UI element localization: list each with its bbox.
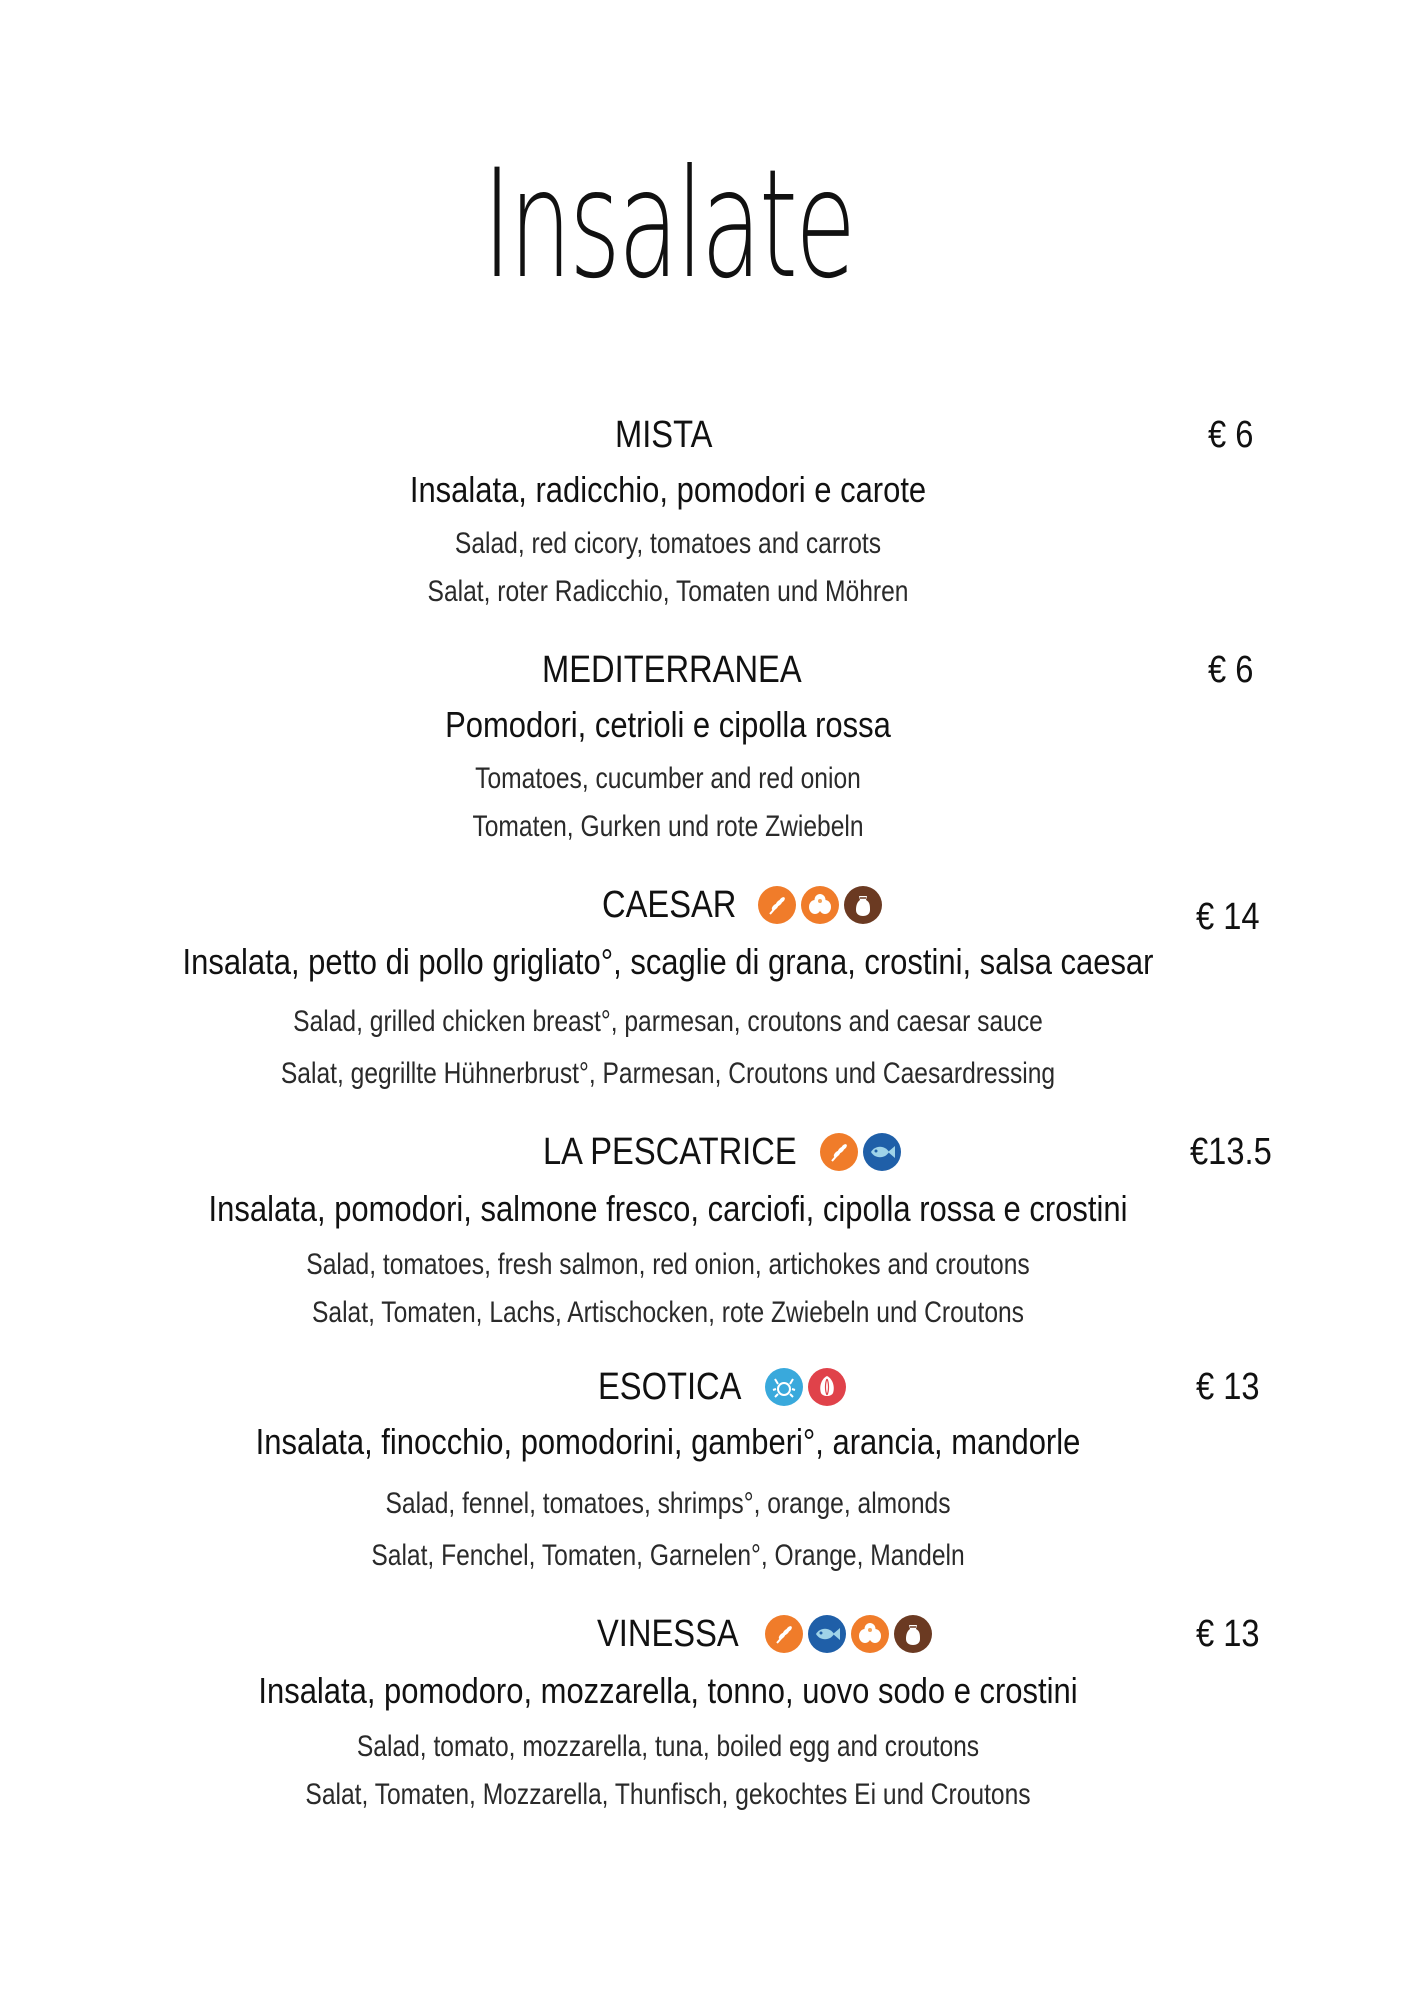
allergen-icons (765, 1615, 932, 1655)
dish-price: € 6 (1208, 649, 1254, 691)
dish-description-it: Insalata, petto di pollo grigliato°, scaglie di grana, crostini, salsa caesar (182, 941, 1154, 982)
eggs-icon (801, 886, 839, 924)
gluten-icon (765, 1615, 803, 1653)
dish-name: MISTA (615, 414, 713, 456)
dish-name: CAESAR (602, 884, 737, 926)
dish-price: €13.5 (1190, 1131, 1272, 1173)
gluten-icon (758, 886, 796, 924)
dish-name: ESOTICA (598, 1366, 742, 1408)
allergen-icons (758, 886, 882, 926)
dish-description-de: Salat, Fenchel, Tomaten, Garnelen°, Orange, Mandeln (371, 1539, 965, 1572)
allergen-icons (765, 1368, 846, 1408)
dish-name: VINESSA (597, 1613, 739, 1655)
dish-description-en: Salad, tomatoes, fresh salmon, red onion, artichokes and croutons (306, 1248, 1030, 1281)
dish-name: MEDITERRANEA (542, 649, 802, 691)
dish-price: € 13 (1196, 1366, 1260, 1408)
dish-description-de: Salat, gegrillte Hühnerbrust°, Parmesan, Croutons und Caesardressing (280, 1057, 1056, 1090)
dish-description-it: Pomodori, cetrioli e cipolla rossa (445, 704, 891, 745)
dish-description-it: Insalata, pomodori, salmone fresco, carciofi, cipolla rossa e crostini (208, 1188, 1128, 1229)
dish-description-de: Tomaten, Gurken und rote Zwiebeln (472, 810, 864, 843)
dish-description-de: Salat, Tomaten, Mozzarella, Thunfisch, gekochtes Ei und Croutons (305, 1778, 1031, 1811)
dish-description-en: Salad, tomato, mozzarella, tuna, boiled egg and croutons (356, 1730, 980, 1763)
dish-description-en: Tomatoes, cucumber and red onion (475, 762, 861, 795)
dish-name: LA PESCATRICE (543, 1131, 797, 1173)
allergen-icons (820, 1133, 901, 1173)
crustaceans-icon (765, 1368, 803, 1406)
dish-price: € 6 (1208, 414, 1254, 456)
dish-price: € 13 (1196, 1613, 1260, 1655)
dish-description-de: Salat, Tomaten, Lachs, Artischocken, rote Zwiebeln und Croutons (312, 1296, 1024, 1329)
milk-icon (894, 1615, 932, 1653)
dish-description-en: Salad, fennel, tomatoes, shrimps°, orange, almonds (385, 1487, 951, 1520)
page-title: Insalate (482, 138, 854, 312)
fish-icon (808, 1615, 846, 1653)
fish-icon (863, 1133, 901, 1171)
dish-description-de: Salat, roter Radicchio, Tomaten und Möhren (427, 575, 909, 608)
dish-price: € 14 (1196, 896, 1260, 938)
milk-icon (844, 886, 882, 924)
dish-description-en: Salad, red cicory, tomatoes and carrots (454, 527, 882, 560)
dish-description-it: Insalata, finocchio, pomodorini, gamberi°, arancia, mandorle (255, 1421, 1081, 1462)
dish-description-it: Insalata, radicchio, pomodori e carote (409, 469, 927, 510)
dish-description-en: Salad, grilled chicken breast°, parmesan, croutons and caesar sauce (293, 1005, 1043, 1038)
nuts-icon (808, 1368, 846, 1406)
dish-description-it: Insalata, pomodoro, mozzarella, tonno, uovo sodo e crostini (258, 1670, 1078, 1711)
eggs-icon (851, 1615, 889, 1653)
gluten-icon (820, 1133, 858, 1171)
